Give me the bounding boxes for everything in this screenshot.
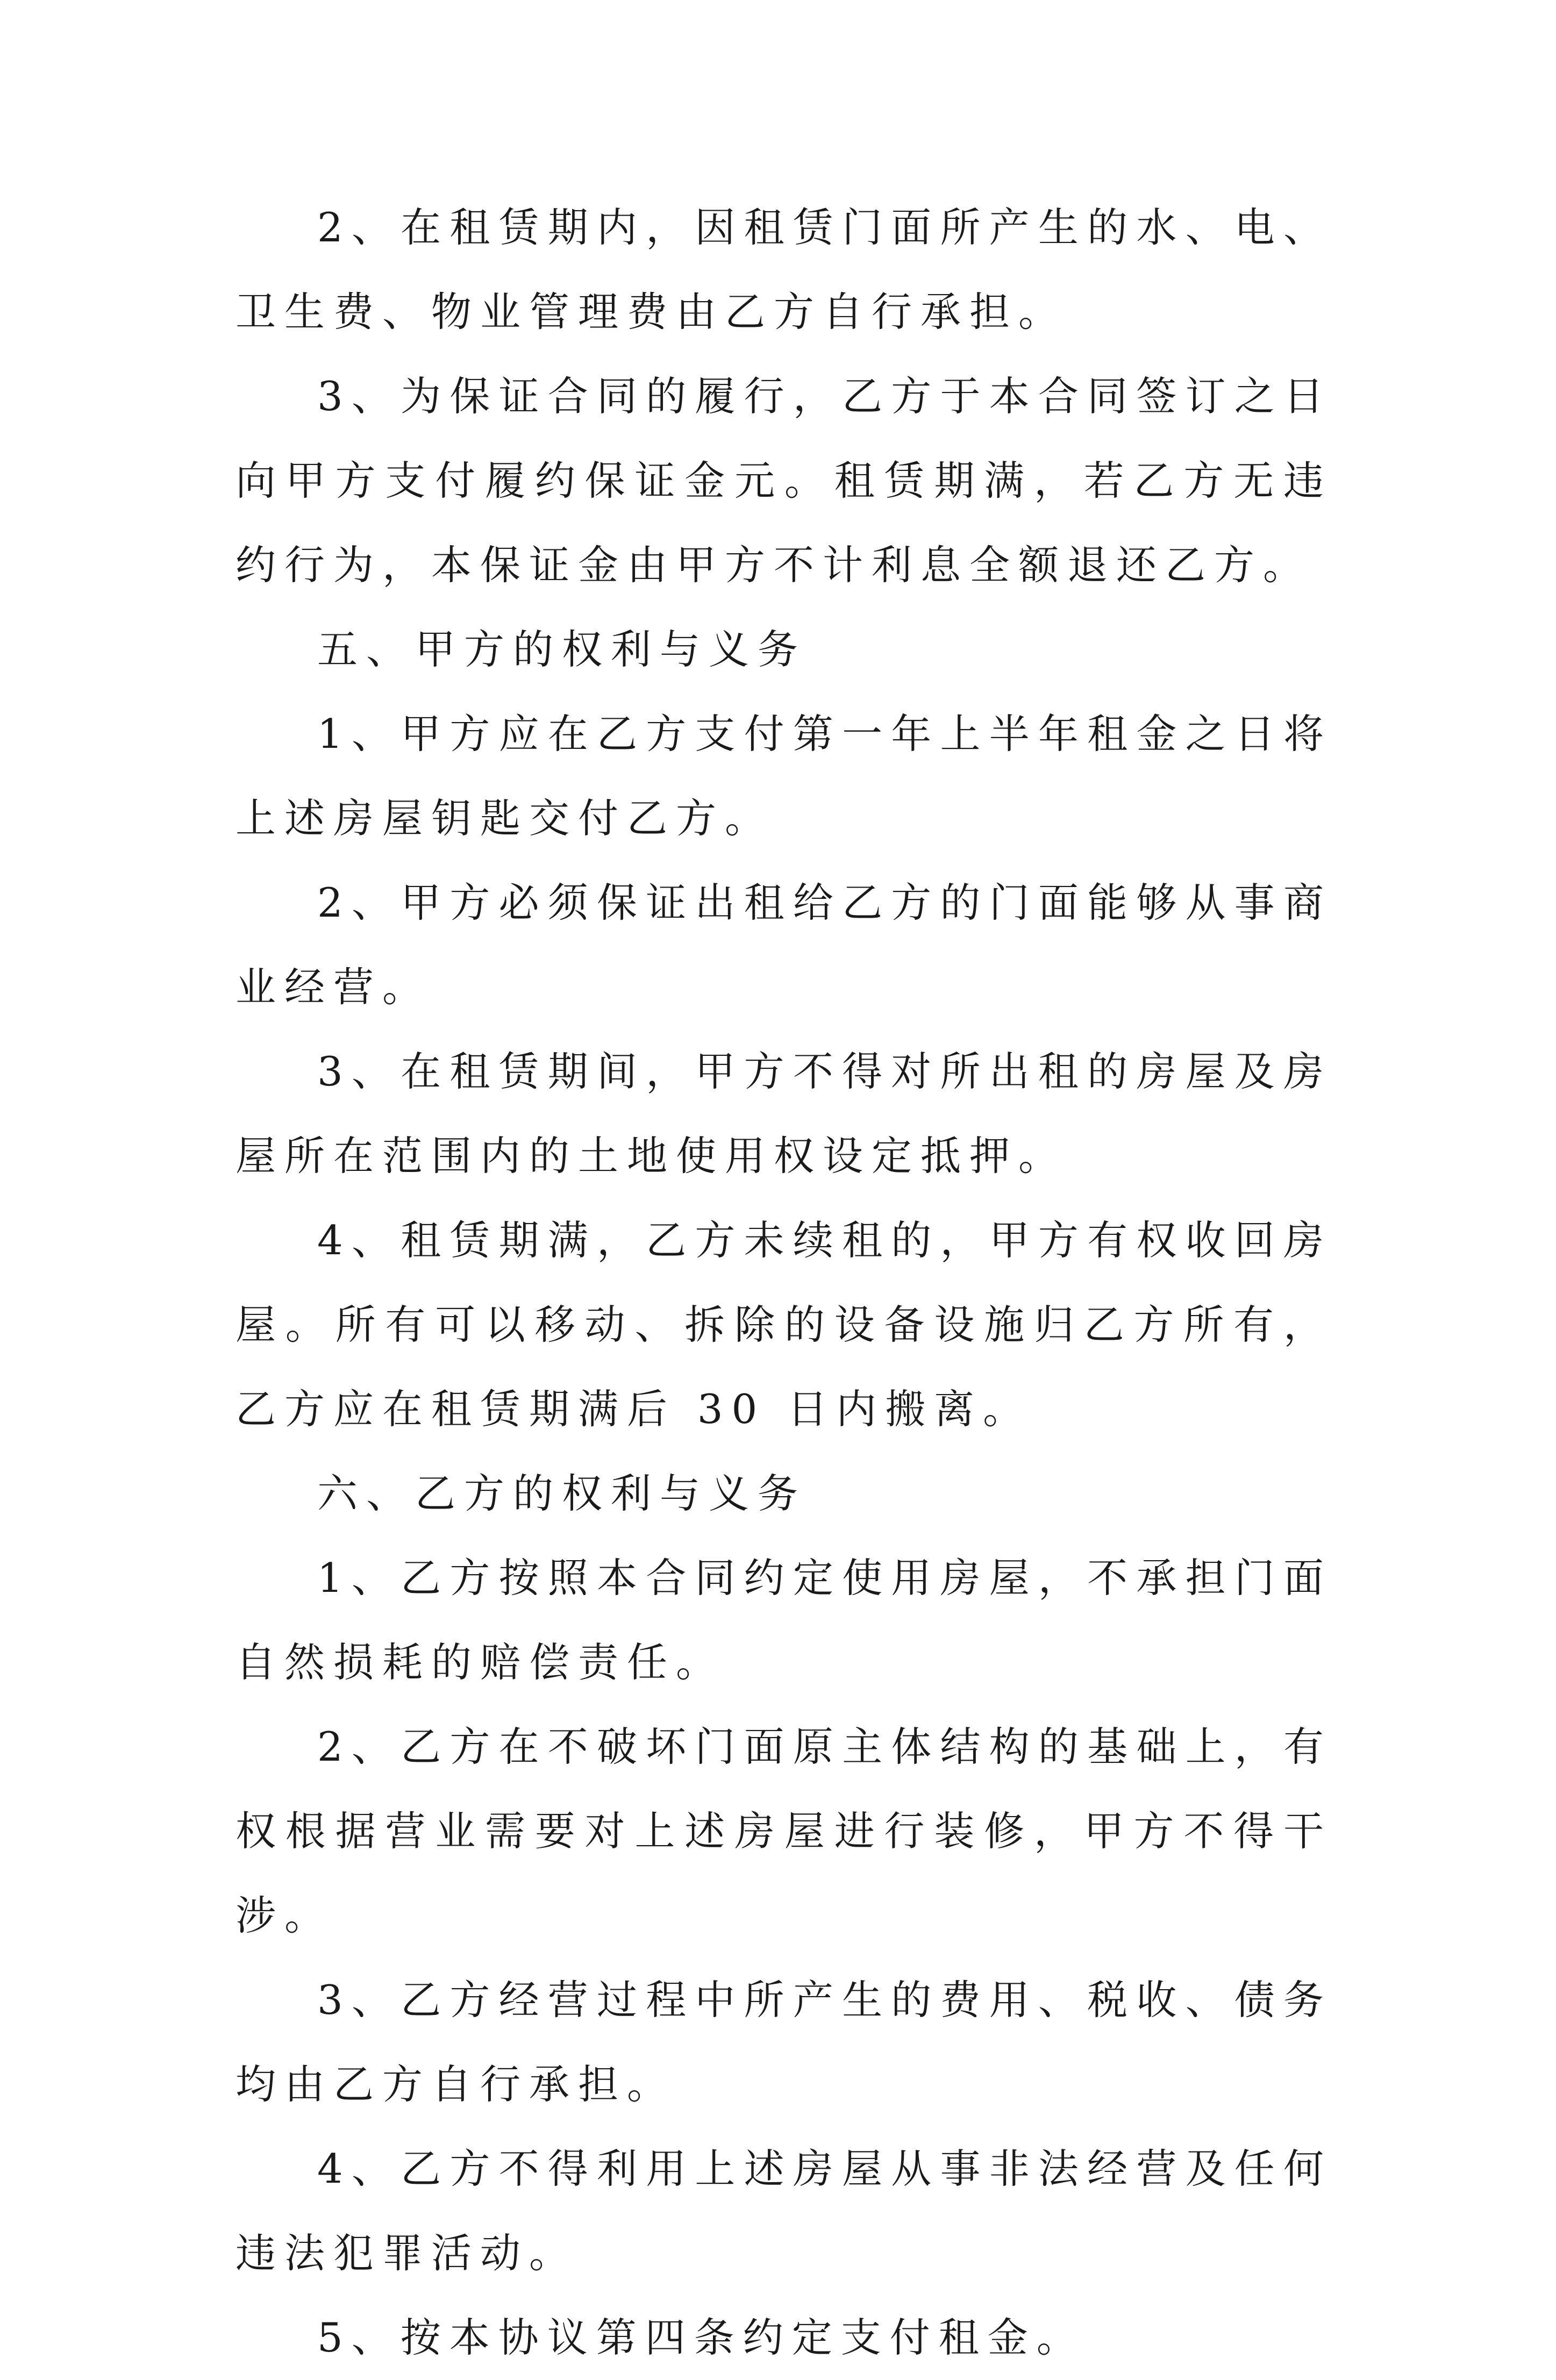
paragraph-clause-4-2: 2、在租赁期内，因租赁门面所产生的水、电、卫生费、物业管理费由乙方自行承担。 bbox=[235, 204, 1332, 335]
paragraph-clause-6-5: 5、按本协议第四条约定支付租金。 bbox=[317, 2314, 1086, 2361]
paragraph-clause-5-2: 2、甲方必须保证出租给乙方的门面能够从事商业经营。 bbox=[235, 879, 1332, 1011]
paragraph-clause-4-3: 3、为保证合同的履行，乙方于本合同签订之日向甲方支付履约保证金元。租赁期满，若乙方无违约行为，本保证金由甲方不计利息全额退还乙方。 bbox=[235, 373, 1332, 589]
section-heading-6: 六、乙方的权利与义务 bbox=[317, 1470, 807, 1517]
paragraph-clause-6-1: 1、乙方按照本合同约定使用房屋，不承担门面自然损耗的赔偿责任。 bbox=[235, 1554, 1332, 1686]
paragraph-clause-6-2: 2、乙方在不破坏门面原主体结构的基础上，有权根据营业需要对上述房屋进行装修，甲方不得干涉。 bbox=[235, 1723, 1332, 1939]
section-heading-5: 五、甲方的权利与义务 bbox=[317, 626, 807, 673]
document-body bbox=[235, 185, 1332, 2380]
paragraph-clause-5-4: 4、租赁期满，乙方未续租的，甲方有权收回房屋。所有可以移动、拆除的设备设施归乙方所有，乙方应在租赁期满后 30 日内搬离。 bbox=[235, 1217, 1332, 1433]
paragraph-clause-6-3: 3、乙方经营过程中所产生的费用、税收、债务均由乙方自行承担。 bbox=[235, 1976, 1332, 2108]
paragraph-clause-5-1: 1、甲方应在乙方支付第一年上半年租金之日将上述房屋钥匙交付乙方。 bbox=[235, 710, 1332, 842]
paragraph-clause-5-3: 3、在租赁期间，甲方不得对所出租的房屋及房屋所在范围内的土地使用权设定抵押。 bbox=[235, 1048, 1332, 1180]
paragraph-clause-6-4: 4、乙方不得利用上述房屋从事非法经营及任何违法犯罪活动。 bbox=[235, 2145, 1332, 2277]
